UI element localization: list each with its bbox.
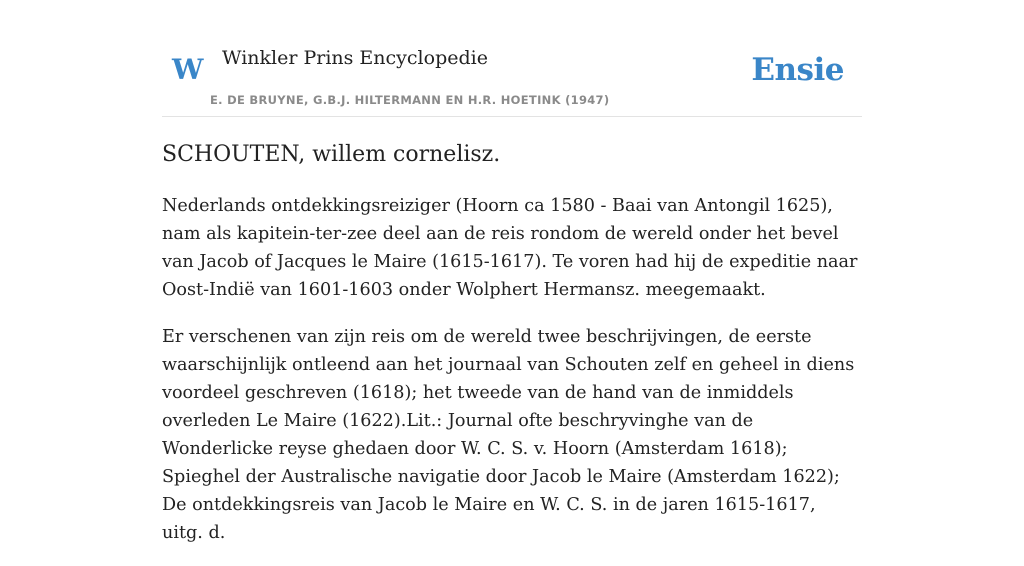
source-header — [162, 0, 862, 117]
article-paragraph: Nederlands ontdekkingsreiziger (Hoorn ca 1580 - Baai van Antongil 1625), nam als kapitein-ter-zee deel aan de reis rondom de wereld onder het bevel van Jacob of Jacques le Maire (1615-1617). Te voren had hij de expeditie naar Oost-Indië van 1601-1603 onder Wolphert Hermansz. meegemaakt. — [162, 196, 858, 300]
article-body — [162, 192, 862, 566]
source-authors: E. DE BRUYNE, G.B.J. HILTERMANN EN H.R. HOETINK (1947) — [210, 93, 610, 107]
page-title: SCHOUTEN, willem cornelisz. — [162, 142, 501, 167]
page — [162, 0, 862, 543]
winkler-prins-logo[interactable]: W — [172, 53, 204, 86]
article-paragraph: Er verschenen van zijn reis om de wereld twee beschrijvingen, de eerste waarschijnlijk ontleend aan het journaal van Schouten zelf en geheel in diens voordeel geschreven (1618); het tweede van de hand van de inmiddels overleden Le Maire (1622).Lit.: Journal ofte beschryvinghe van de Wonderlicke reyse ghedaen door W. C. S. v. Hoorn (Amsterdam 1618); Spieghel der Australische navigatie door Jacob le Maire (Amsterdam 1622); De ontdekkingsreis van Jacob le Maire en W. C. S. in de jaren 1615-1617, uitg. d. — [162, 327, 855, 543]
source-title[interactable]: Winkler Prins Encyclopedie — [222, 47, 488, 69]
ensie-brand-logo[interactable]: Ensie — [751, 52, 844, 88]
